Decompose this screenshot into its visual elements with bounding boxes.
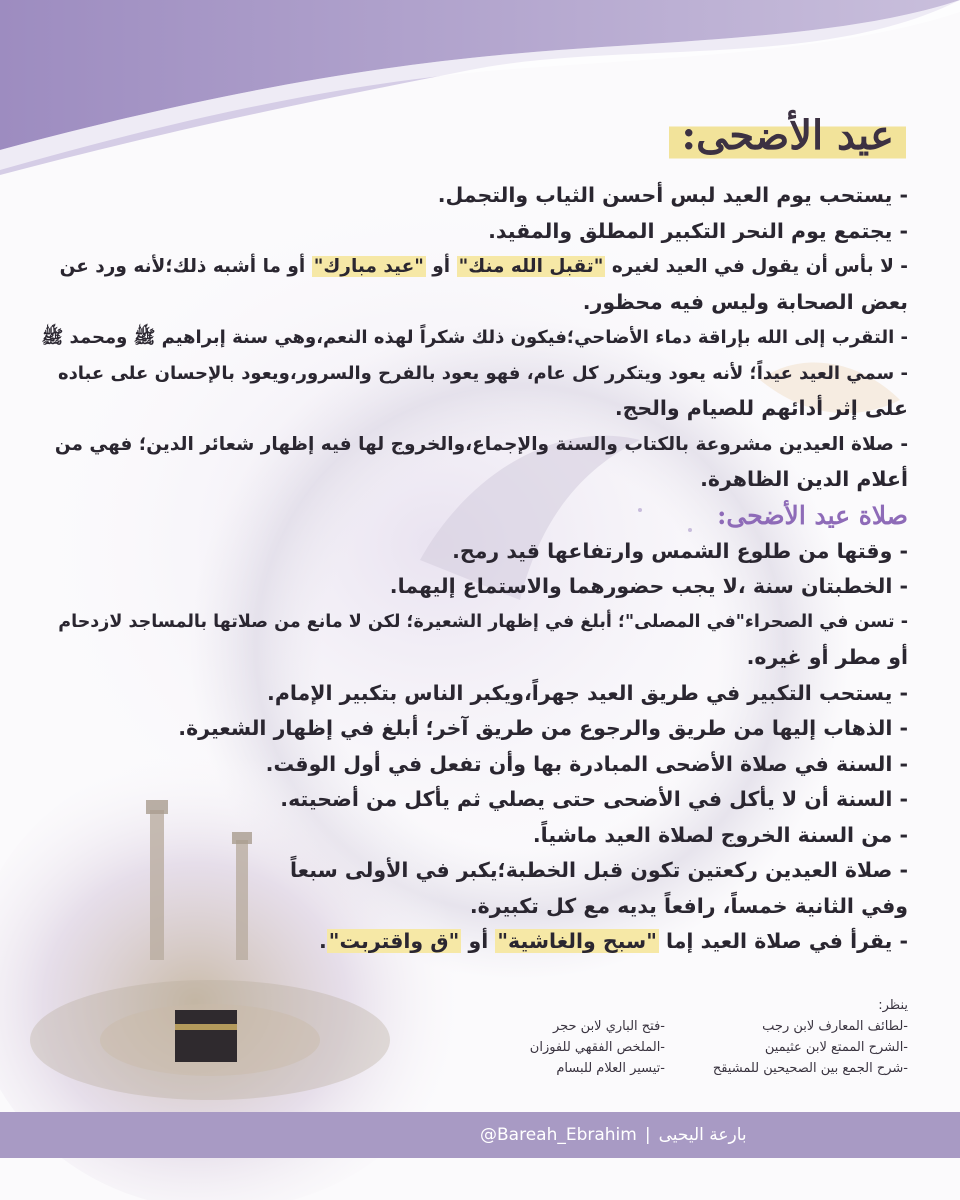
text-line (38, 214, 908, 250)
title-wrap (669, 112, 906, 159)
page-title: عيد الأضحى: (669, 110, 906, 165)
section-prayer-lines (38, 534, 908, 960)
footer-author: بارعة اليحيى (658, 1125, 747, 1145)
text-segment: أو مطر أو غيره. (746, 645, 908, 669)
text-segment: - السنة أن لا يأكل في الأضحى حتى يصلي ثم يأكل من أضحيته. (280, 787, 908, 811)
text-segment: - يستحب التكبير في طريق العيد جهراً،ويكبر الناس بتكبير الإمام. (267, 680, 908, 705)
references-grid (438, 1016, 908, 1079)
text-segment: . (318, 929, 327, 953)
text-line (38, 818, 908, 854)
footer-handle[interactable]: @Bareah_Ebrahim (480, 1125, 637, 1145)
text-segment: - الخطبتان سنة ،لا يجب حضورهما والاستماع إليهما. (389, 574, 908, 598)
section-eid-rulings (38, 178, 908, 960)
text-segment: - وقتها من طلوع الشمس وارتفاعها قيد رمح. (452, 538, 908, 563)
text-line (38, 534, 908, 570)
references-right-col (681, 1016, 908, 1079)
text-segment: - الذهاب إليها من طريق والرجوع من طريق آخر؛ أبلغ في إظهار الشعيرة. (178, 716, 908, 740)
text-line (38, 285, 908, 321)
text-segment: أو (425, 256, 457, 277)
text-segment: - السنة في صلاة الأضحى المبادرة بها وأن تفعل في أول الوقت. (265, 751, 908, 776)
reference-item: -شرح الجمع بين الصحيحين للمشيقح (712, 1061, 908, 1076)
text-line (38, 320, 908, 356)
text-line (38, 569, 908, 605)
reference-item: -تيسير العلام للبسام (556, 1061, 665, 1076)
text-segment: على إثر أدائهم للصيام والحج. (614, 396, 908, 420)
text-line (38, 782, 908, 818)
text-segment: - من السنة الخروج لصلاة العيد ماشياً. (532, 822, 908, 847)
text-line (38, 178, 908, 214)
text-segment: - يجتمع يوم النحر التكبير المطلق والمقيد. (488, 218, 908, 243)
highlighted-phrase: "ق واقتربت" (328, 929, 460, 953)
text-segment: - سمي العيد عيداً؛ لأنه يعود ويتكرر كل عام، فهو يعود بالفرح والسرور،ويعود بالإحسان على عباده (57, 362, 908, 384)
text-line (38, 462, 908, 498)
references-left-col (438, 1016, 665, 1079)
text-segment: - لا بأس أن يقول في العيد لغيره (605, 256, 908, 277)
text-line (38, 427, 908, 463)
references (438, 995, 908, 1079)
text-line (38, 391, 908, 427)
text-line (38, 711, 908, 747)
footer-credit (480, 1112, 747, 1158)
text-line (38, 676, 908, 712)
text-line (38, 853, 908, 889)
reference-item: -فتح الباري لابن حجر (552, 1019, 665, 1034)
text-segment: - يقرأ في صلاة العيد إما (658, 929, 908, 953)
text-segment: - صلاة العيدين مشروعة بالكتاب والسنة والإجماع،والخروج لها فيه إظهار شعائر الدين؛ فهي من (54, 433, 908, 455)
references-heading: ينظر: (878, 998, 908, 1013)
text-line (38, 924, 908, 960)
text-segment: - تسن في الصحراء"في المصلى"؛ أبلغ في إظهار الشعيرة؛ لكن لا مانع من صلاتها بالمساجد لازدحام (58, 611, 908, 632)
text-line (38, 889, 908, 925)
highlighted-phrase: "عيد مبارك" (313, 256, 424, 277)
text-line (38, 747, 908, 783)
footer-separator: | (644, 1125, 651, 1145)
text-line (38, 249, 908, 285)
text-segment: وفي الثانية خمساً، رافعاً يديه مع كل تكبيرة. (469, 893, 908, 918)
text-segment: - يستحب يوم العيد لبس أحسن الثياب والتجمل. (437, 183, 908, 207)
reference-item: -الشرح الممتع لابن عثيمين (764, 1040, 908, 1055)
text-segment: بعض الصحابة وليس فيه محظور. (582, 289, 908, 314)
highlighted-phrase: "سبح والغاشية" (497, 929, 657, 953)
reference-item: -لطائف المعارف لابن رجب (762, 1019, 908, 1034)
text-line (38, 356, 908, 392)
reference-item: -الملخص الفقهي للفوزان (529, 1040, 665, 1055)
text-segment: أو (461, 929, 496, 953)
text-line (38, 605, 908, 641)
text-segment: - التقرب إلى الله بإراقة دماء الأضاحي؛فيكون ذلك شكراً لهذه النعم،وهي سنة إبراهيم ﷺ ومحمد ﷺ (41, 327, 908, 348)
text-line (38, 640, 908, 676)
text-segment: أو ما أشبه ذلك؛لأنه ورد عن (59, 256, 312, 277)
section-eid-lines (38, 178, 908, 498)
text-segment: - صلاة العيدين ركعتين تكون قبل الخطبة؛يكبر في الأولى سبعاً (289, 858, 908, 882)
text-segment: أعلام الدين الظاهرة. (700, 467, 908, 491)
highlighted-phrase: "تقبل الله منك" (458, 256, 604, 277)
section-subtitle: صلاة عيد الأضحى: (717, 500, 908, 530)
